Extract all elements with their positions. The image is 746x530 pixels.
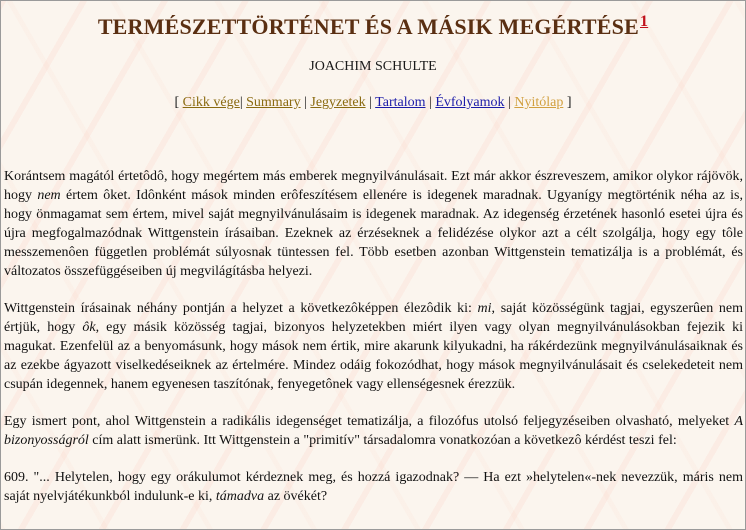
page-title: [1, 13, 745, 40]
nav-link-nyitolap[interactable]: Nyitólap: [514, 95, 564, 110]
nav-separator: |: [508, 95, 511, 110]
paragraph-2: [4, 299, 743, 394]
nav-separator: |: [429, 95, 432, 110]
author-name: JOACHIM SCHULTE: [309, 59, 437, 74]
nav-bracket-close: ]: [566, 95, 572, 110]
nav-separator: |: [239, 95, 243, 110]
paragraph-text: Korántsem magától értetôdô, hogy megértem más emberek megnyilvánulásait. Ezt már akkor észreveszem, amikor olykor rájövök, hogy: [4, 169, 743, 203]
emphasis-text: nem: [37, 188, 61, 203]
nav-bracket-open: [: [174, 95, 180, 110]
nav-link-summary[interactable]: Summary: [246, 95, 301, 110]
footnote-1-link[interactable]: 1: [639, 13, 649, 30]
nav-separator: |: [369, 95, 372, 110]
paragraph-text: , saját közösségünk tagjai, egyszerûen nem értjük, hogy: [4, 301, 743, 335]
nav-link-jegyzetek[interactable]: Jegyzetek: [310, 95, 366, 110]
nav-separator: |: [304, 95, 307, 110]
book-title-emphasis: A bizonyosságról: [4, 414, 743, 448]
nav-link-evfolyamok[interactable]: Évfolyamok: [435, 95, 505, 110]
title-text: TERMÉSZETTÖRTÉNET ÉS A MÁSIK MEGÉRTÉSE: [97, 14, 639, 39]
emphasis-text: támadva: [215, 489, 265, 504]
paragraph-text: cím alatt ismerünk. Itt Wittgenstein a "primitív" társadalomra vonatkozóan a következô kérdést teszi fel:: [88, 433, 677, 448]
paragraph-3: [4, 412, 743, 450]
navigation-bar: [1, 95, 745, 111]
paragraph-text: Wittgenstein írásainak néhány pontján a helyzet a következôképpen élezôdik ki:: [4, 301, 478, 316]
emphasis-text: ôk: [82, 320, 96, 335]
paragraph-text: az övékét?: [264, 489, 328, 504]
paragraph-1: [4, 167, 743, 281]
paragraph-text: 609. "... Helytelen, hogy egy orákulumot kérdeznek meg, és hozzá igazodnak? — Ha ezt »helytelen«-nek nevezzük, máris nem saját nyelvjátékunkból indulunk-e ki,: [4, 470, 743, 504]
paragraph-4-quote: [4, 468, 743, 506]
paragraph-text: , egy másik közösség tagjai, bizonyos helyzetekben miért ilyen vagy olyan megnyilvánulásokban fejezik ki magukat. Ezenfelül az a benyomásunk, hogy mások nem értik, mire akarunk kilyukadni, ha rákérdezünk megnyilvánulásaiknak és az ezekbe ágyazott viselkedéseiknek az értelmére. Mindez odáig fokozódhat, hogy mások megnyilvánulásait és cselekedeteit nem csupán idegennek, hanem egyenesen taszítónak, fenyegetônek vagy ellenségesnek érezzük.: [4, 320, 744, 392]
emphasis-text: mi: [477, 301, 492, 316]
paragraph-text: Egy ismert pont, ahol Wittgenstein a radikális idegenséget tematizálja, a filozófus utolsó feljegyzéseiben olvasható, melyeket: [4, 414, 735, 429]
paragraph-text: értem ôket. Idônként mások minden erôfeszítésem ellenére is idegenek maradnak. Ugyanígy megtörténik néha az is, hogy önmagamat sem értem, mivel saját megnyilvánulásaim is idegenek maradnak. Az idegenség érzetének hasonló esetei újra és újra megfogalmazódnak Wittgenstein írásaiban. Ezeknek az érzéseknek a felidézése olykor azt a célt szolgálja, hogy egy tôle messzemenôen független problémát súlyosnak tüntessen fel. Több esetben azonban Wittgenstein tematizálja is a problémát, és változatos összefüggéseiben új megvilágításba helyezi.: [4, 188, 743, 279]
nav-link-cikk-vege[interactable]: Cikk vége: [182, 95, 240, 110]
nav-link-tartalom[interactable]: Tartalom: [375, 95, 426, 110]
article-body: [4, 167, 743, 506]
